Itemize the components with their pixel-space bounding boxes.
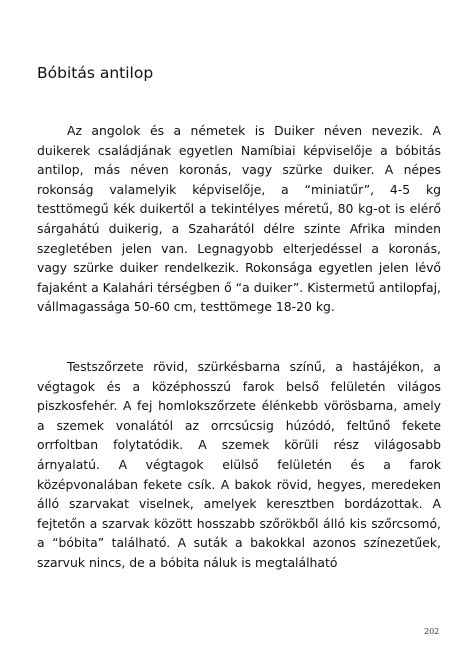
page-number: 202 <box>424 627 440 636</box>
page-title: Bóbitás antilop <box>37 64 154 82</box>
paragraph-description: Testszőrzete rövid, szürkésbarna színű, a hastájékon, a végtagok és a középhosszú farok belső felületén világos piszkosfehér. A fej homlokszőrzete élénkebb vörösbarna, amely a szemek vonalától az orrcsúcsig húzódó, feltűnő fekete orrfoltban folytatódik. A szemek körüli rész világosabb árnyalatú. A végtagok elülső felületén és a farok középvonalában fekete csík. A bakok rövid, hegyes, meredeken álló szarvakat viselnek, amelyek keresztben bordázottak. A fejtetőn a szarvak között hosszabb szőrökből álló kis szőrcsomó, a “bóbita” található. A suták a bakokkal azonos színezetűek, szarvuk nincs, de a bóbita náluk is megtalálható <box>37 359 441 570</box>
paragraph-intro: Az angolok és a németek is Duiker néven nevezik. A duikerek családjának egyetlen Namíbiai képviselője a bóbitás antilop, más néven koronás, vagy szürke duiker. A népes rokonság valamelyik képviselője, a “miniatűr”, 4-5 kg testtömegű kék duikertől a tekintélyes méretű, 80 kg-ot is elérő sárgahátú duikerig, a Szaharától délre szinte Afrika minden szegletében jelen van. Legnagyobb elterjedéssel a koronás, vagy szürke duiker rendelkezik. Rokonsága egyetlen jelen lévő fajaként a Kalahári térségben ő “a duiker”. Kistermetű antilopfaj, vállmagassága 50-60 cm, testtömege 18-20 kg. <box>37 123 441 315</box>
